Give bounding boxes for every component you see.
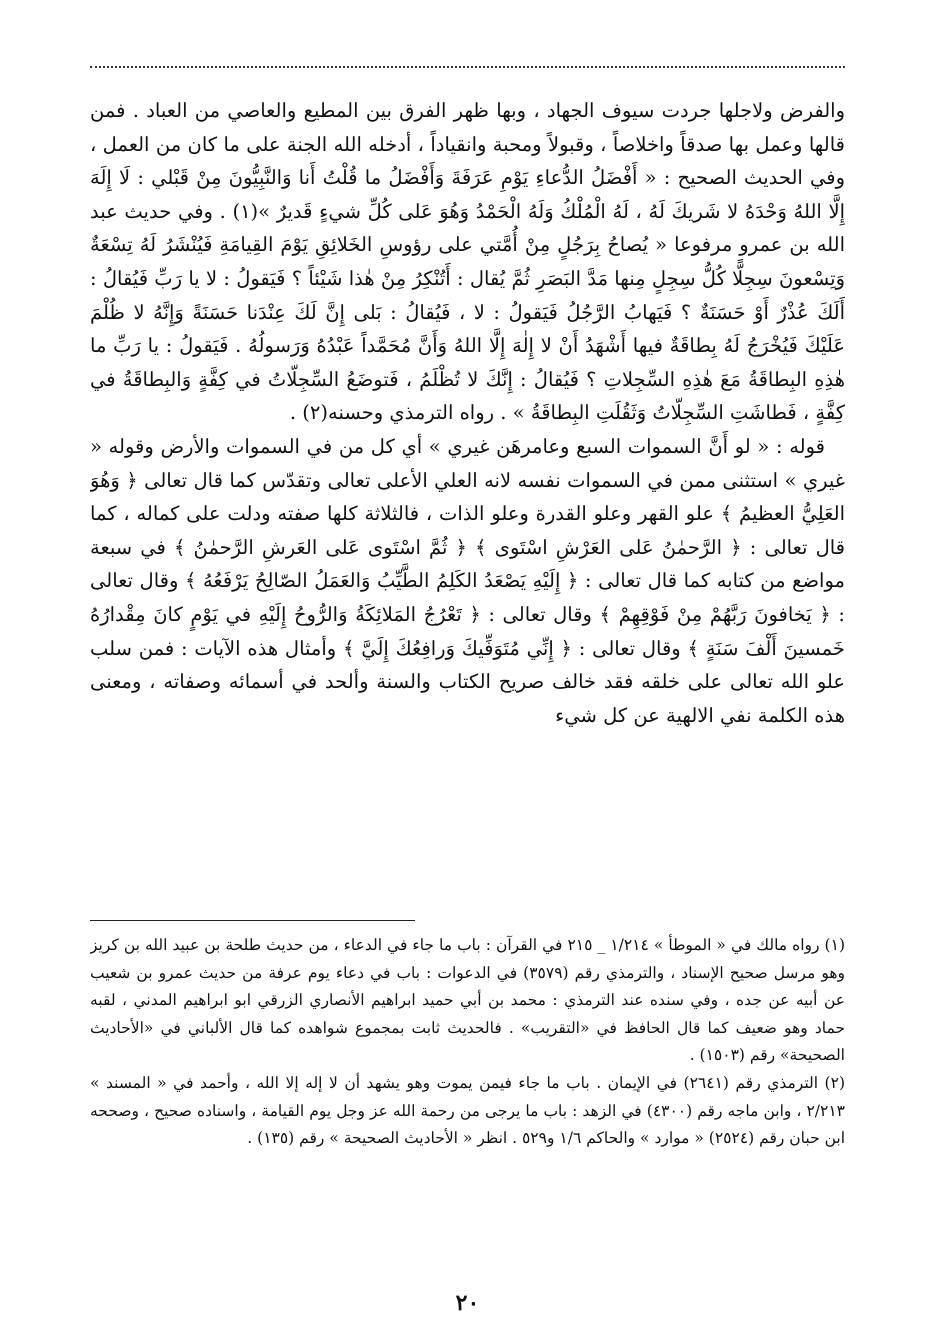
main-paragraph-1: والفرض ولاجلها جردت سيوف الجهاد ، وبها ظهر الفرق بين المطيع والعاصي من العباد . فمن قالها وعمل بها صدقاً واخلاصاً ، وقبولاً ومحبة وانقياداً ، أدخله الله الجنة على ما كان من العمل ، وفي الحديث الصحيح : « أَفْضَلُ الدُّعاءِ يَوْمِ عَرَفَةَ وَأَفْضَلُ ما قُلْتُ أَنا وَالنَّبِيُّونَ مِنْ قَبْلي : لَا إِلَهَ إِلَّا اللهُ وَحْدَهُ لا شَريكَ لَهُ ، لَهُ الْمُلْكُ وَلَهُ الْحَمْدُ وَهُوَ عَلى كُلِّ شيءٍ قَديرٌ »(١) . وفي حديث عبد الله بن عمرو مرفوعا « يُصاحُ بِرَجُلٍ مِنْ أُمَّتي على رؤوسِ الخَلائِقِ يَوْمَ القِيامَةِ فَيُنْشَرُ لَهُ تِسْعَةٌ وَتِسْعونَ سِجِلًّا كُلُّ سِجِلٍ مِنها مَدَّ البَصَرِ ثُمَّ يُقال : أَتُنْكِرُ مِنْ هٰذا شَيْئاً ؟ فَيَقولُ : لا يا رَبِّ فَيُقالُ : أَلَكَ عُذْرٌ أَوْ حَسَنَةٌ ؟ فَيَهابُ الرَّجُلُ فَيَقولُ : لا ، فَيُقالُ : بَلى إِنَّ لَكَ عِنْدَنا حَسَنَةً وَإِنَّهُ لا ظُلْمَ عَلَيْكَ فَيُخْرَجُ لَهُ بِطاقَةٌ فيها أَشْهَدُ أَنْ لا إِلٰهَ إِلَّا اللهُ وَأَنَّ مُحَمَّداً عَبْدُهُ وَرَسولُهُ . فَيَقولُ : يا رَبِّ ما هٰذِهِ البِطاقَةُ مَعَ هٰذِهِ السِّجِلاتِ ؟ فَيُقالُ : إِنَّكَ لا تُظْلَمُ ، فَتوضَعُ السِّجِلّاتُ في كِفَّةٍ وَالبِطاقَةُ في كِفَّةٍ ، فَطاشَتِ السِّجِلّاتُ وَثَقُلَتِ البِطاقَةُ » . رواه الترمذي وحسنه(٢) . [90,99,845,425]
header-dotted-rule [90,66,845,68]
main-paragraph-2: قوله : « لو أَنَّ السموات السبع وعامرهَن غيري » أي كل من في السموات والأرض وقوله « غيري » استثنى ممن في السموات نفسه لانه العلي الأعلى تعالى وتقدّس كما قال تعالى ﴿ وَهُوَ العَلِيُّ العظيمُ ﴾ علو القهر وعلو القدرة وعلو الذات ، فالثلاثة كلها صفته ودلت على كماله ، كما قال تعالى : ﴿ الرَّحمٰنُ عَلى العَرْشِ اسْتَوى ﴾ ﴿ ثُمَّ اسْتَوى عَلى العَرشِ الرَّحمٰنُ ﴾ في سبعة مواضع من كتابه كما قال تعالى : ﴿ إِلَيْهِ يَصْعَدُ الكَلِمُ الطَّيِّبُ وَالعَمَلُ الصّالِحُ يَرْفَعُهُ ﴾ وقال تعالى : ﴿ يَخافونَ رَبَّهُمْ مِنْ فَوْقِهِمْ ﴾ وقال تعالى : ﴿ تَعْرُجُ المَلائِكَةُ وَالرُّوحُ إِلَيْهِ في يَوْمٍ كانَ مِقْدارُهُ خَمسينَ أَلْفَ سَنَةٍ ﴾ وقال تعالى : ﴿ إِنِّي مُتَوَفِّيكَ وَرافِعُكَ إِلَيَّ ﴾ وأمثال هذه الآيات : فمن سلب علو الله تعالى على خلقه فقد خالف صريح الكتاب والسنة وألحد في أسمائه وصفاته ، ومعنى هذه الكلمة نفي الالهية عن كل شيء [90,434,845,727]
footnote-2: (٢) الترمذي رقم (٢٦٤١) في الإيمان . باب ما جاء فيمن يموت وهو يشهد أن لا إله إلا الله ، وأحمد في « المسند » ٢/٢١٣ ، وابن ماجه رقم (٤٣٠٠) في الزهد : باب ما يرجى من رحمة الله عز وجل يوم القيامة ، واسناده صحيح ، وصححه ابن حبان رقم (٢٥٢٤) « موارد » والحاكم ١/٦ و٥٢٩ . انظر « الأحاديث الصحيحة » رقم (١٣٥) . [90,1073,845,1148]
footnote-1: (١) رواه مالك في « الموطأ » ١/٢١٤ _ ٢١٥ في القرآن : باب ما جاء في الدعاء ، من حديث طلحة بن عبيد الله بن كريز وهو مرسل صحيح الإسناد ، والترمذي رقم (٣٥٧٩) في الدعوات : باب في دعاء يوم عرفة من حديث عمرو بن شعيب عن أبيه عن جده ، وفي سنده عند الترمذي : محمد بن أبي حميد ابراهيم الأنصاري الزرقي ابو ابراهيم المدني ، لقبه حماد وهو ضعيف كما قال الحافظ في «التقريب» . فالحديث ثابت بمجموع شواهده كما قال الألباني في «الأحاديث الصحيحة» رقم (١٥٠٣) . [90,936,845,1065]
footnotes [90,932,845,1242]
footnote-separator [90,920,415,921]
page-number: ٢٠ [455,1290,480,1316]
main-text-body [90,94,845,904]
